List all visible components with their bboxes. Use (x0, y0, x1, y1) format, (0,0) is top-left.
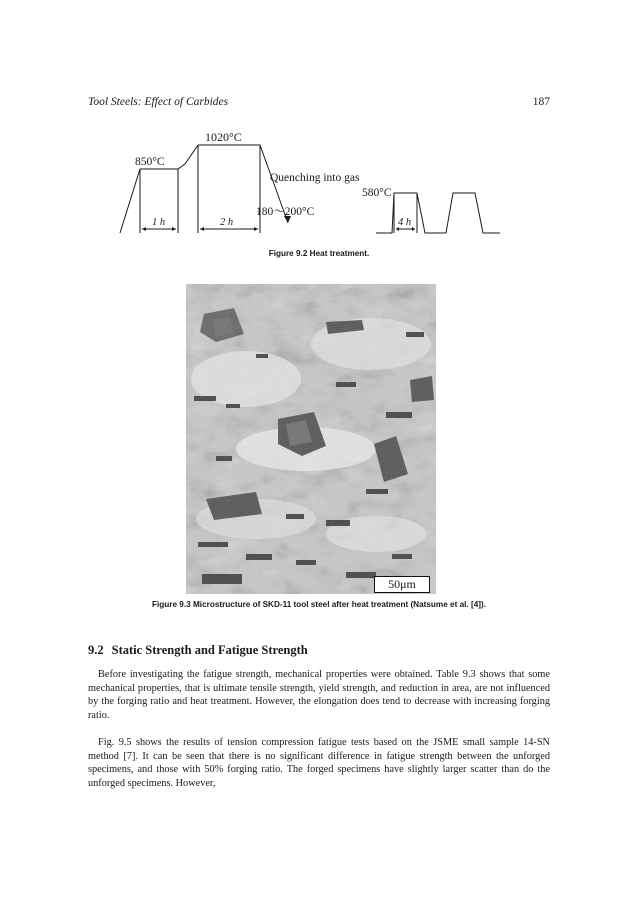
heat-treatment-diagram (110, 125, 510, 250)
label-1h: 1 h (152, 217, 166, 228)
label-180-200c: 180～200°C (256, 206, 315, 218)
page-number: 187 (532, 96, 550, 108)
figure-9-2-label: Figure 9.2 (268, 249, 308, 258)
figure-9-3-caption (0, 600, 638, 609)
label-1020c: 1020°C (205, 130, 242, 144)
section-title: Static Strength and Fatigue Strength (111, 643, 308, 657)
tempering-profile-line (376, 193, 500, 233)
figure-9-2-caption (0, 249, 638, 258)
body-paragraph: Fig. 9.5 shows the results of tension compression fatigue tests based on the JSME small sample 14-SN method [7]. It can be seen that there is no significant difference in fatigue strength between the unforged specimens, and those with 50% forging ratio. The forged specimens have slightly larger scatter than do the unforged specimens. However, (88, 737, 550, 789)
section-heading (88, 643, 308, 658)
body-paragraph: Before investigating the fatigue strength, mechanical properties were obtained. Table 9.3 shows that some mechanical properties, that is ultimate tensile strength, yield strength, and reduction in area, are not influenced by the forging ratio and heat treatment. However, the elongation does tend to decrease with increasing forging ratio. (88, 669, 550, 721)
scale-bar: 50μm (374, 576, 430, 593)
label-2h: 2 h (220, 217, 234, 228)
running-head-title: Tool Steels: Effect of Carbides (88, 96, 229, 108)
label-580c: 580°C (362, 187, 392, 199)
label-4h: 4 h (398, 217, 412, 228)
section-number: 9.2 (88, 643, 104, 657)
label-quenching: Quenching into gas (270, 172, 360, 184)
figure-9-2-text: Heat treatment. (309, 249, 370, 258)
figure-9-3-label: Figure 9.3 (152, 600, 191, 609)
running-head (88, 96, 550, 112)
figure-9-3-text: Microstructure of SKD-11 tool steel after heat treatment (Natsume et al. [4]). (192, 600, 486, 609)
label-850c: 850°C (135, 156, 165, 168)
microstructure-photo (186, 284, 436, 594)
